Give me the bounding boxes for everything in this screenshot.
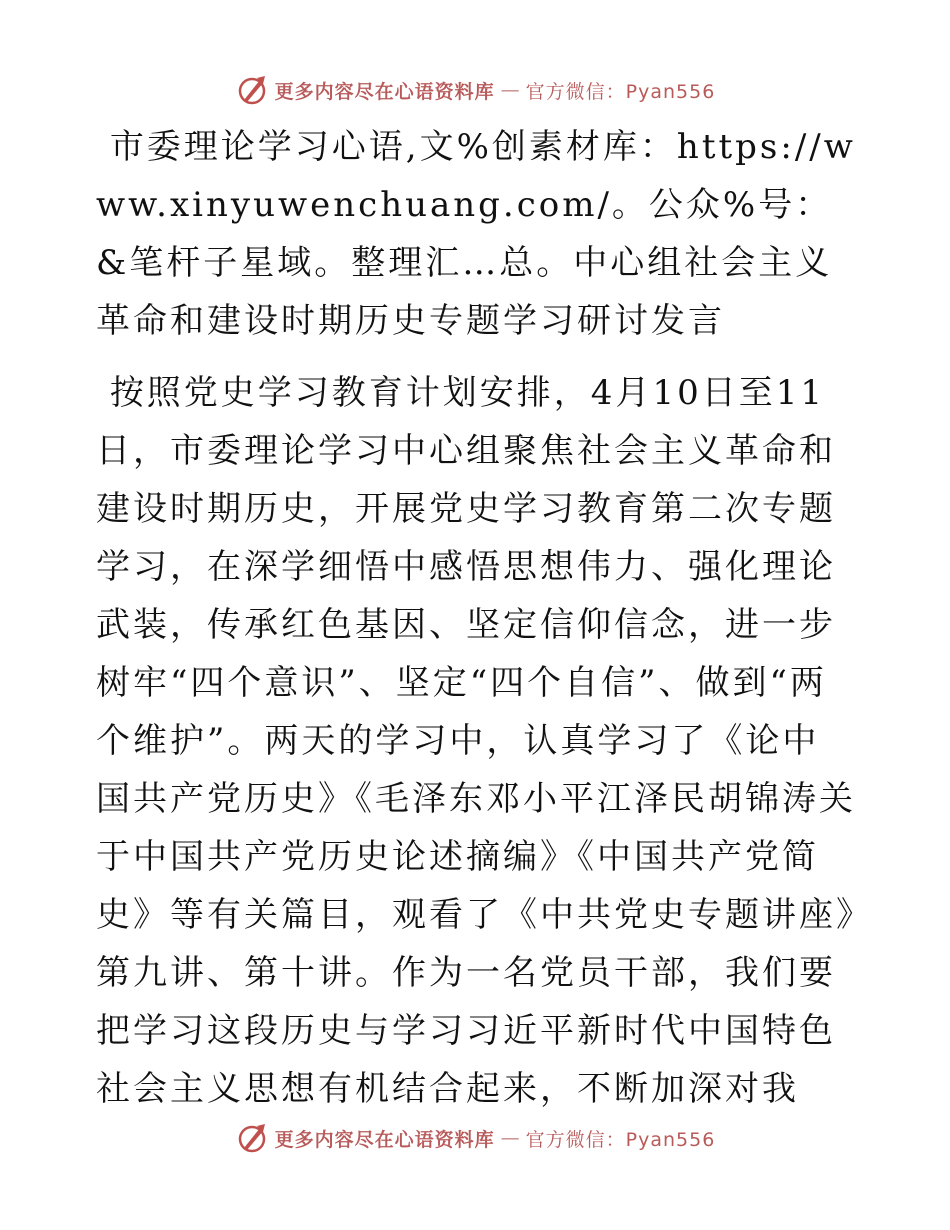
document-body (96, 118, 856, 1118)
footer-banner (0, 1118, 950, 1158)
document-title-paragraph: 市委理论学习心语,文%创素材库：https://www.xinyuwenchuang.com/。公众%号：&笔杆子星域。整理汇…总。中心组社会主义革命和建设时期历史专题学习研讨发言 (96, 127, 856, 341)
footer-wechat-text: 官方微信：Pyan556 (525, 1128, 716, 1151)
header-banner (0, 70, 950, 110)
document-body-paragraph: 按照党史学习教育计划安排，4月10日至11日，市委理论学习中心组聚焦社会主义革命和建设时期历史，开展党史学习教育第二次专题学习，在深学细悟中感悟思想伟力、强化理论武装，传承红色基因、坚定信仰信念，进一步树牢“四个意识”、坚定“四个自信”、做到“两个维护”。两天的学习中，认真学习了《论中国共产党历史》《毛泽东邓小平江泽民胡锦涛关于中国共产党历史论述摘编》《中国共产党简史》等有关篇目，观看了《中共党史专题讲座》第九讲、第十讲。作为一名党员干部，我们要把学习这段历史与学习习近平新时代中国特色社会主义思想有机结合起来，不断加深对我 (96, 373, 856, 1109)
footer-separator: — (500, 1127, 520, 1149)
header-separator: — (500, 79, 520, 101)
footer-brand-text: 更多内容尽在心语资料库 (274, 1128, 495, 1151)
header-wechat-text: 官方微信：Pyan556 (525, 80, 716, 103)
header-brand-text: 更多内容尽在心语资料库 (274, 80, 495, 103)
quill-pen-logo-icon (235, 73, 269, 107)
quill-pen-logo-icon (235, 1121, 269, 1155)
